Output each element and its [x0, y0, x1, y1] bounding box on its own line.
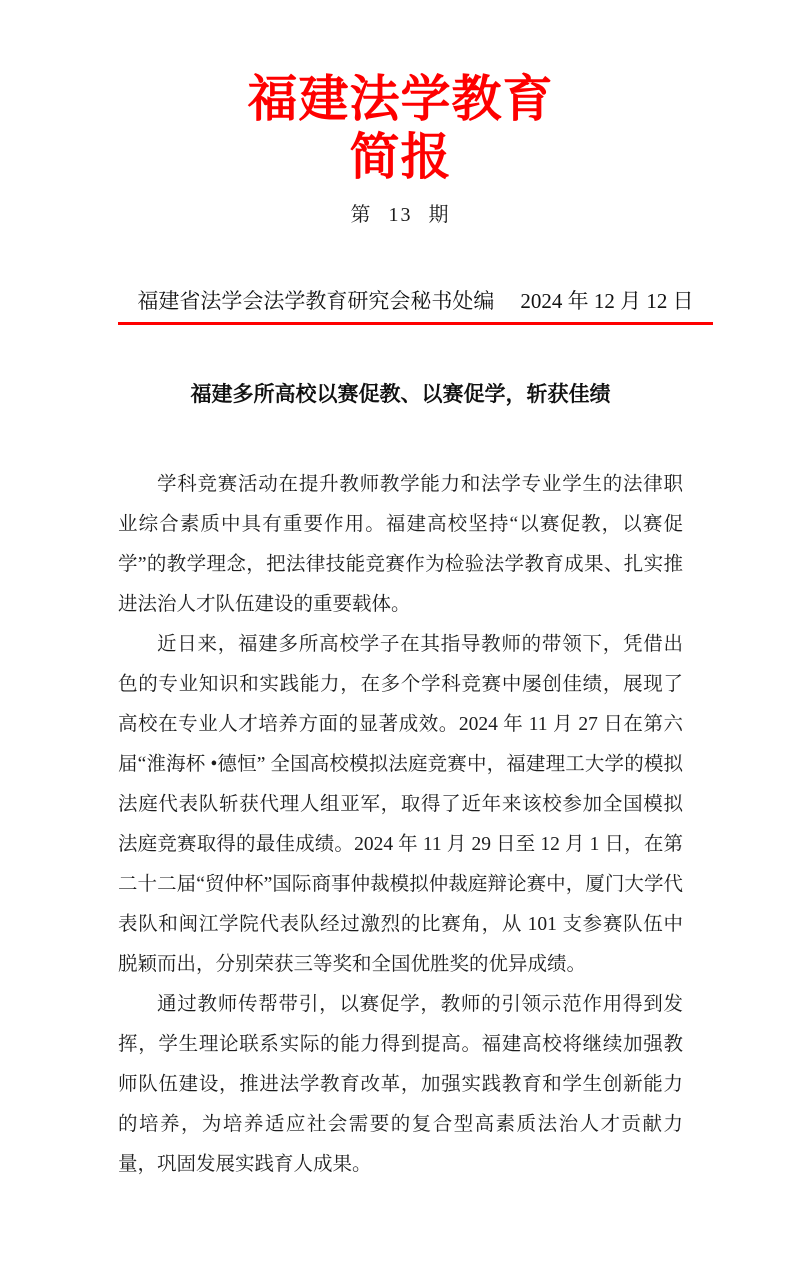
article-paragraph: 学科竞赛活动在提升教师教学能力和法学专业学生的法律职业综合素质中具有重要作用。福建高校坚持“以赛促教，以赛促学”的教学理念，把法律技能竞赛作为检验法学教育成果、扎实推进法治人才队伍建设的重要载体。: [118, 474, 683, 615]
article: [118, 380, 683, 1185]
newsletter-title: [118, 70, 683, 186]
article-body: [118, 465, 683, 1185]
article-paragraph: 近日来，福建多所高校学子在其指导教师的带领下，凭借出色的专业知识和实践能力，在多个学科竞赛中屡创佳绩，展现了高校在专业人才培养方面的显著成效。2024 年 11 月 27 日在第六届“淮海杯 •德恒” 全国高校模拟法庭竞赛中，福建理工大学的模拟法庭代表队斩获代理人组亚军，取得了近年来该校参加全国模拟法庭竞赛取得的最佳成绩。2024 年 11 月 29 日至 12 月 1 日，在第二十二届“贸仲杯”国际商事仲裁模拟仲裁庭辩论赛中，厦门大学代表队和闽江学院代表队经过激烈的比赛角，从 101 支参赛队伍中脱颖而出，分别荣获三等奖和全国优胜奖的优异成绩。: [118, 634, 683, 975]
editor-credit: 福建省法学会法学教育研究会秘书处编: [137, 289, 495, 313]
publish-date: 2024 年 12 月 12 日: [520, 289, 694, 313]
publication-info-row: [118, 288, 713, 314]
article-paragraph: 通过教师传帮带引，以赛促学，教师的引领示范作用得到发挥，学生理论联系实际的能力得到提高。福建高校将继续加强教师队伍建设，推进法学教育改革，加强实践教育和学生创新能力的培养，为培养适应社会需要的复合型高素质法治人才贡献力量，巩固发展实践育人成果。: [118, 994, 683, 1175]
issue-number: 第 13 期: [350, 204, 451, 226]
newsletter-masthead: [118, 70, 683, 228]
newsletter-title-line2: 简报: [349, 129, 452, 185]
article-headline: 福建多所高校以赛促教、以赛促学，斩获佳绩: [190, 382, 611, 406]
red-divider-rule: [118, 322, 713, 325]
newsletter-title-line1: 福建法学教育: [247, 71, 554, 127]
